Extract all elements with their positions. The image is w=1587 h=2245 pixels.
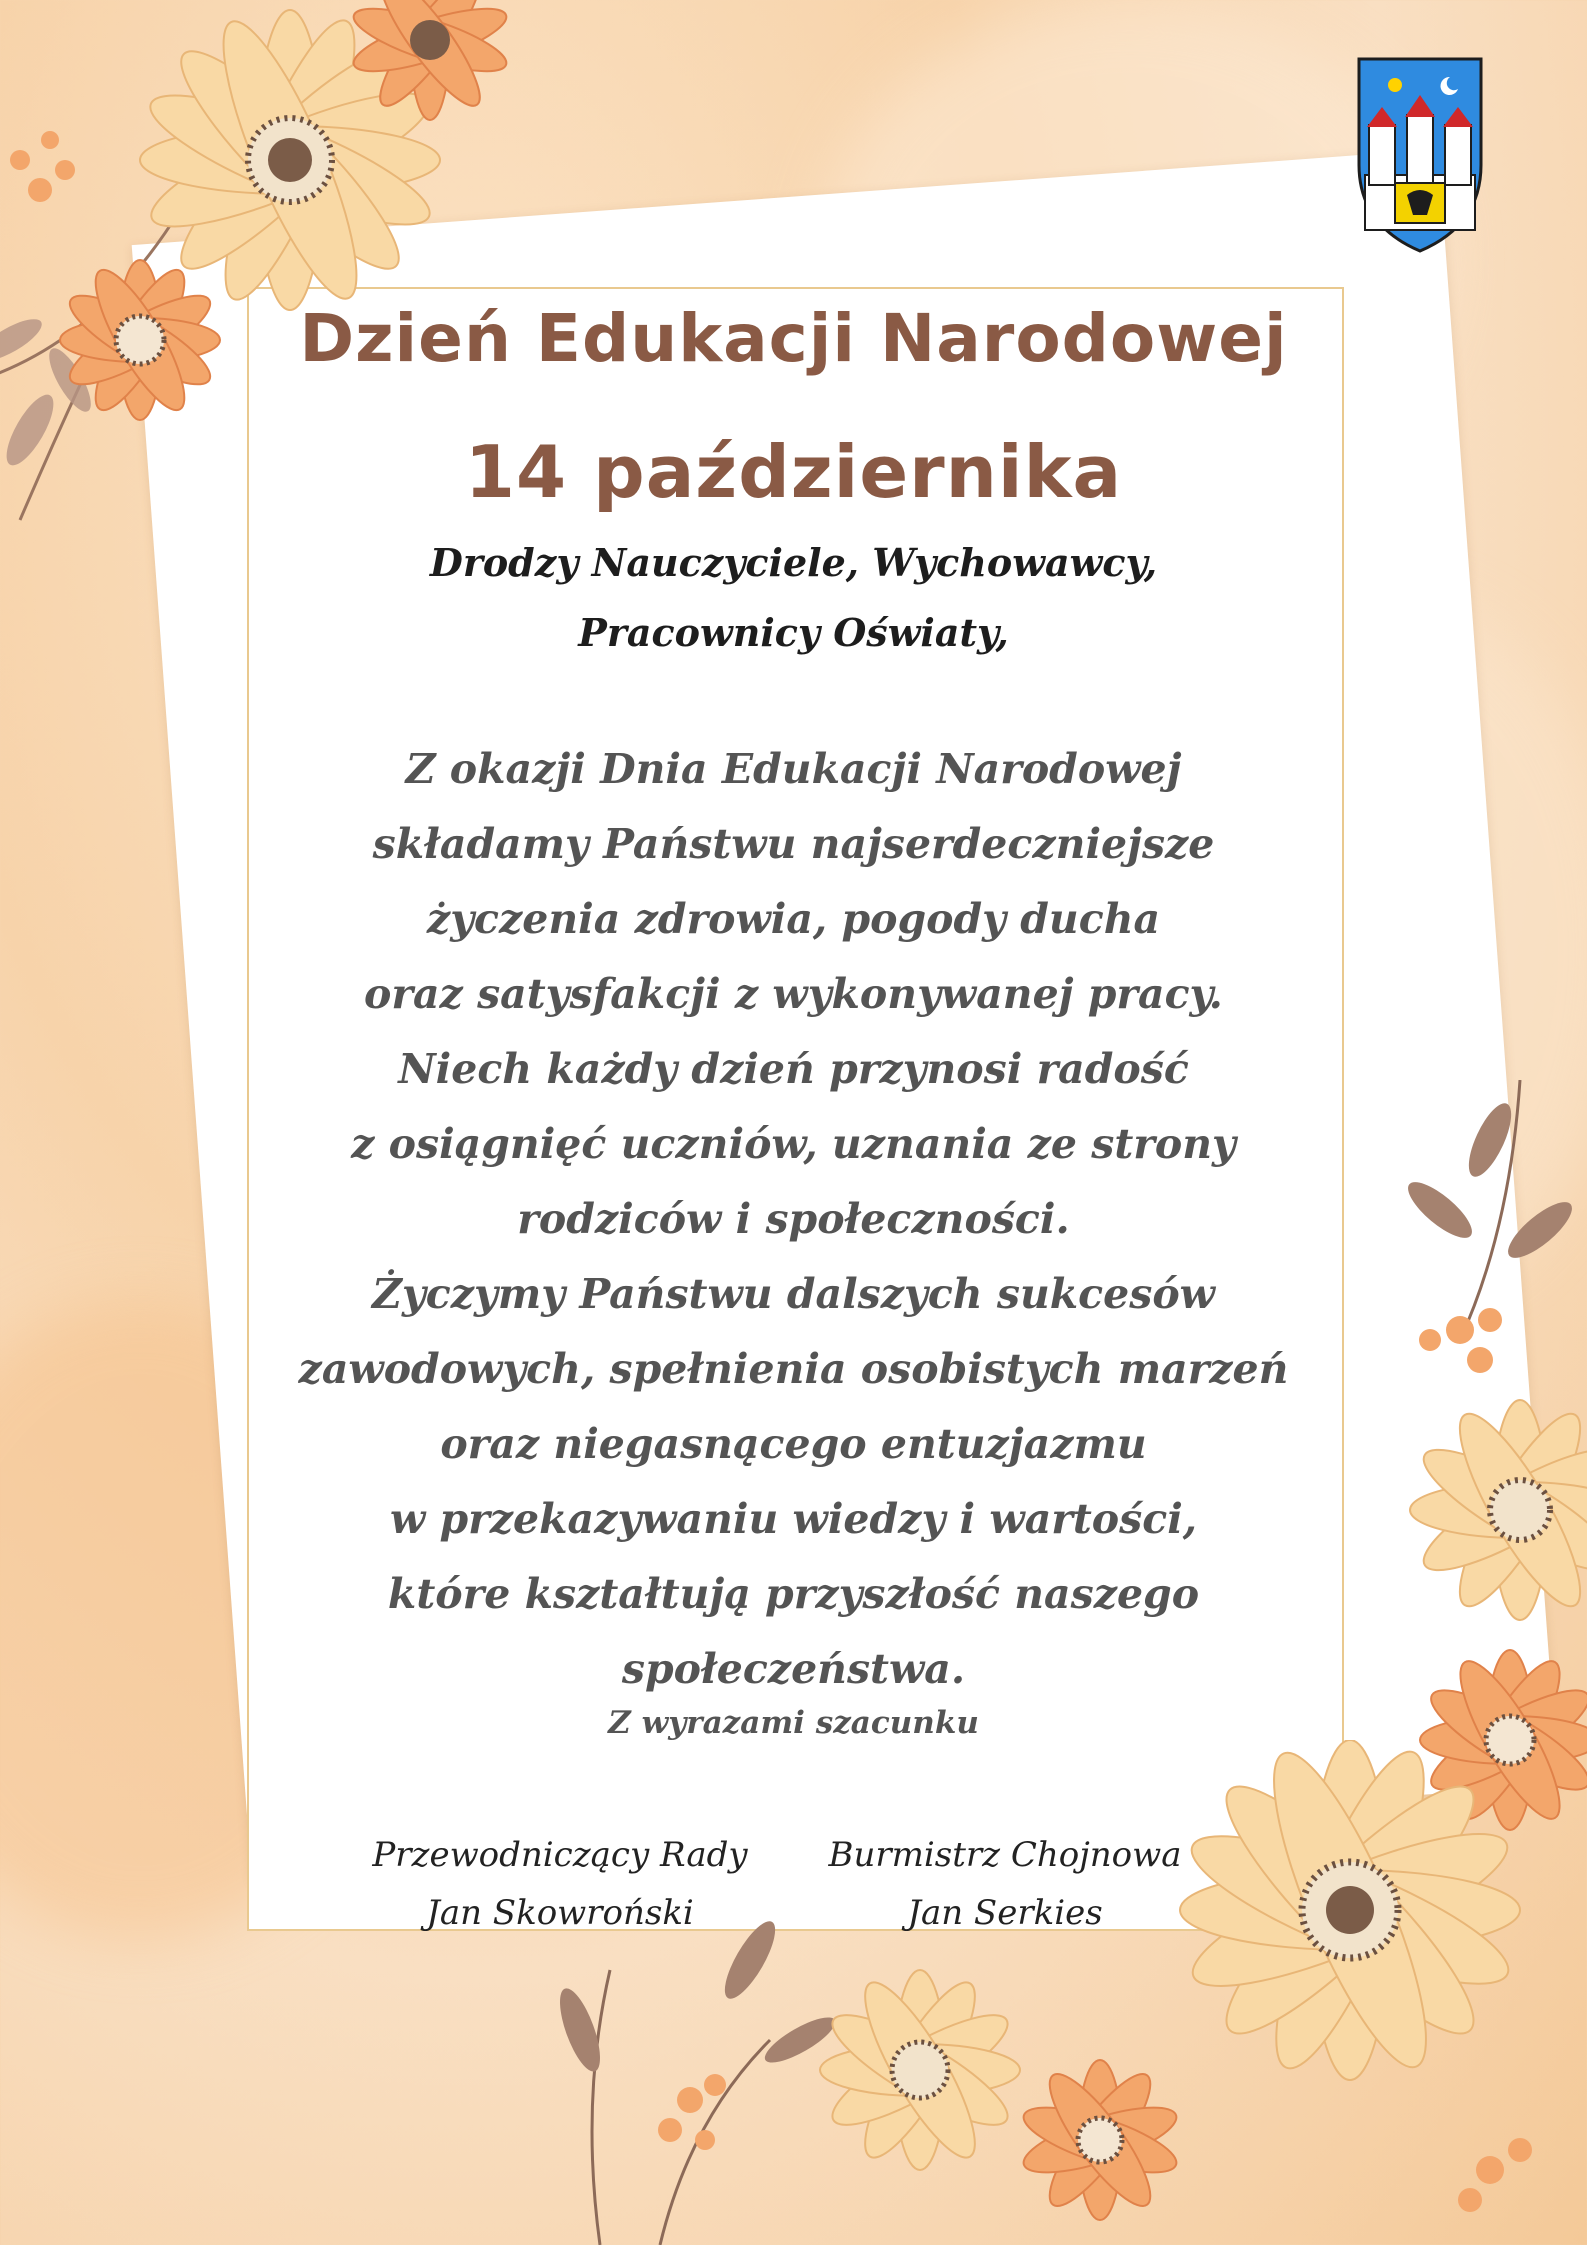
date-title: 14 października bbox=[464, 430, 1123, 514]
coat-of-arms-icon bbox=[1355, 55, 1485, 255]
wishes-text bbox=[247, 732, 1340, 1707]
flower-icon bbox=[540, 1740, 1587, 2245]
greeting-line: Drodzy Nauczyciele, Wychowawcy, bbox=[429, 540, 1158, 585]
closing-phrase: Z wyrazami szacunku bbox=[608, 1705, 979, 1741]
greeting-line: Pracownicy Oświaty, bbox=[578, 610, 1009, 655]
wishes-line: społeczeństwa. bbox=[621, 1645, 966, 1693]
signature-role: Przewodniczący Rady bbox=[372, 1835, 748, 1875]
wishes-line: zawodowych, spełnienia osobistych marzeń bbox=[298, 1345, 1289, 1393]
signature-name: Jan Skowroński bbox=[426, 1893, 694, 1933]
signature-block-right bbox=[775, 1826, 1235, 1942]
wishes-line: składamy Państwu najserdeczniejsze bbox=[372, 820, 1215, 868]
wishes-line: Z okazji Dnia Edukacji Narodowej bbox=[405, 745, 1182, 793]
wishes-line: z osiągnięć uczniów, uznania ze strony bbox=[351, 1120, 1236, 1168]
signature-role: Burmistrz Chojnowa bbox=[828, 1835, 1182, 1875]
page-title: Dzień Edukacji Narodowej bbox=[299, 300, 1288, 377]
signature-name: Jan Serkies bbox=[907, 1893, 1103, 1933]
wishes-line: Życzymy Państwu dalszych sukcesów bbox=[372, 1270, 1215, 1318]
wishes-line: oraz satysfakcji z wykonywanej pracy. bbox=[364, 970, 1223, 1018]
wishes-line: rodziców i społeczności. bbox=[517, 1195, 1070, 1243]
signature-block-left bbox=[330, 1826, 790, 1942]
wishes-line: Niech każdy dzień przynosi radość bbox=[398, 1045, 1189, 1093]
wishes-line: w przekazywaniu wiedzy i wartości, bbox=[389, 1495, 1198, 1543]
wishes-line: życzenia zdrowia, pogody ducha bbox=[426, 895, 1161, 943]
wishes-line: oraz niegasnącego entuzjazmu bbox=[440, 1420, 1147, 1468]
wishes-line: które kształtują przyszłość naszego bbox=[387, 1570, 1200, 1618]
